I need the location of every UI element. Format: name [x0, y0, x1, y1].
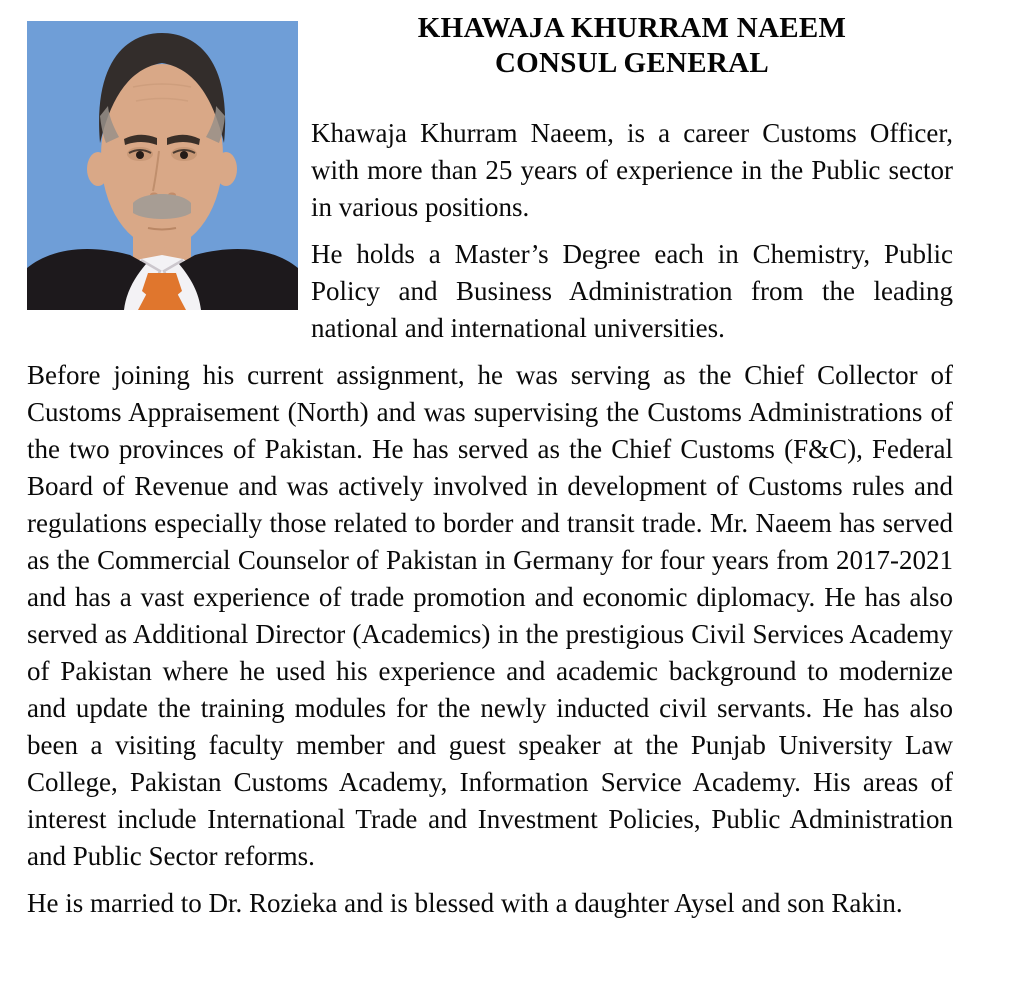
bio-paragraph-education: He holds a Master’s Degree each in Chemistry, Public Policy and Business Administration from the leading national and international universities.: [311, 239, 953, 343]
right-eye: [180, 151, 188, 159]
bio-paragraph-intro: Khawaja Khurram Naeem, is a career Customs Officer, with more than 25 years of experience in the Public sector in various positions.: [311, 118, 953, 222]
mustache: [133, 194, 191, 219]
person-name: KHAWAJA KHURRAM NAEEM: [417, 12, 847, 44]
portrait-illustration: [27, 21, 298, 310]
person-designation: CONSUL GENERAL: [494, 47, 770, 79]
bio-paragraph-family: He is married to Dr. Rozieka and is blessed with a daughter Aysel and son Rakin.: [27, 888, 903, 918]
bio-paragraph-career: Before joining his current assignment, he was serving as the Chief Collector of Customs Appraisement (North) and was supervising the Customs Administrations of the two provinces of Pakistan. He has served as the Chief Customs (F&C), Federal Board of Revenue and was actively involved in development of Customs rules and regulations especially those related to border and transit trade. Mr. Naeem has served as the Commercial Counselor of Pakistan in Germany for four years from 2017-2021 and has a vast experience of trade promotion and economic diplomacy. He has also served as Additional Director (Academics) in the prestigious Civil Services Academy of Pakistan where he used his experience and academic background to modernize and update the training modules for the newly inducted civil servants. He has also been a visiting faculty member and guest speaker at the Punjab University Law College, Pakistan Customs Academy, Information Service Academy. His areas of interest include International Trade and Investment Policies, Public Administration and Public Sector reforms.: [27, 360, 953, 871]
bio-document: [0, 11, 1024, 922]
left-eye: [136, 151, 144, 159]
portrait-photo: [27, 21, 298, 310]
